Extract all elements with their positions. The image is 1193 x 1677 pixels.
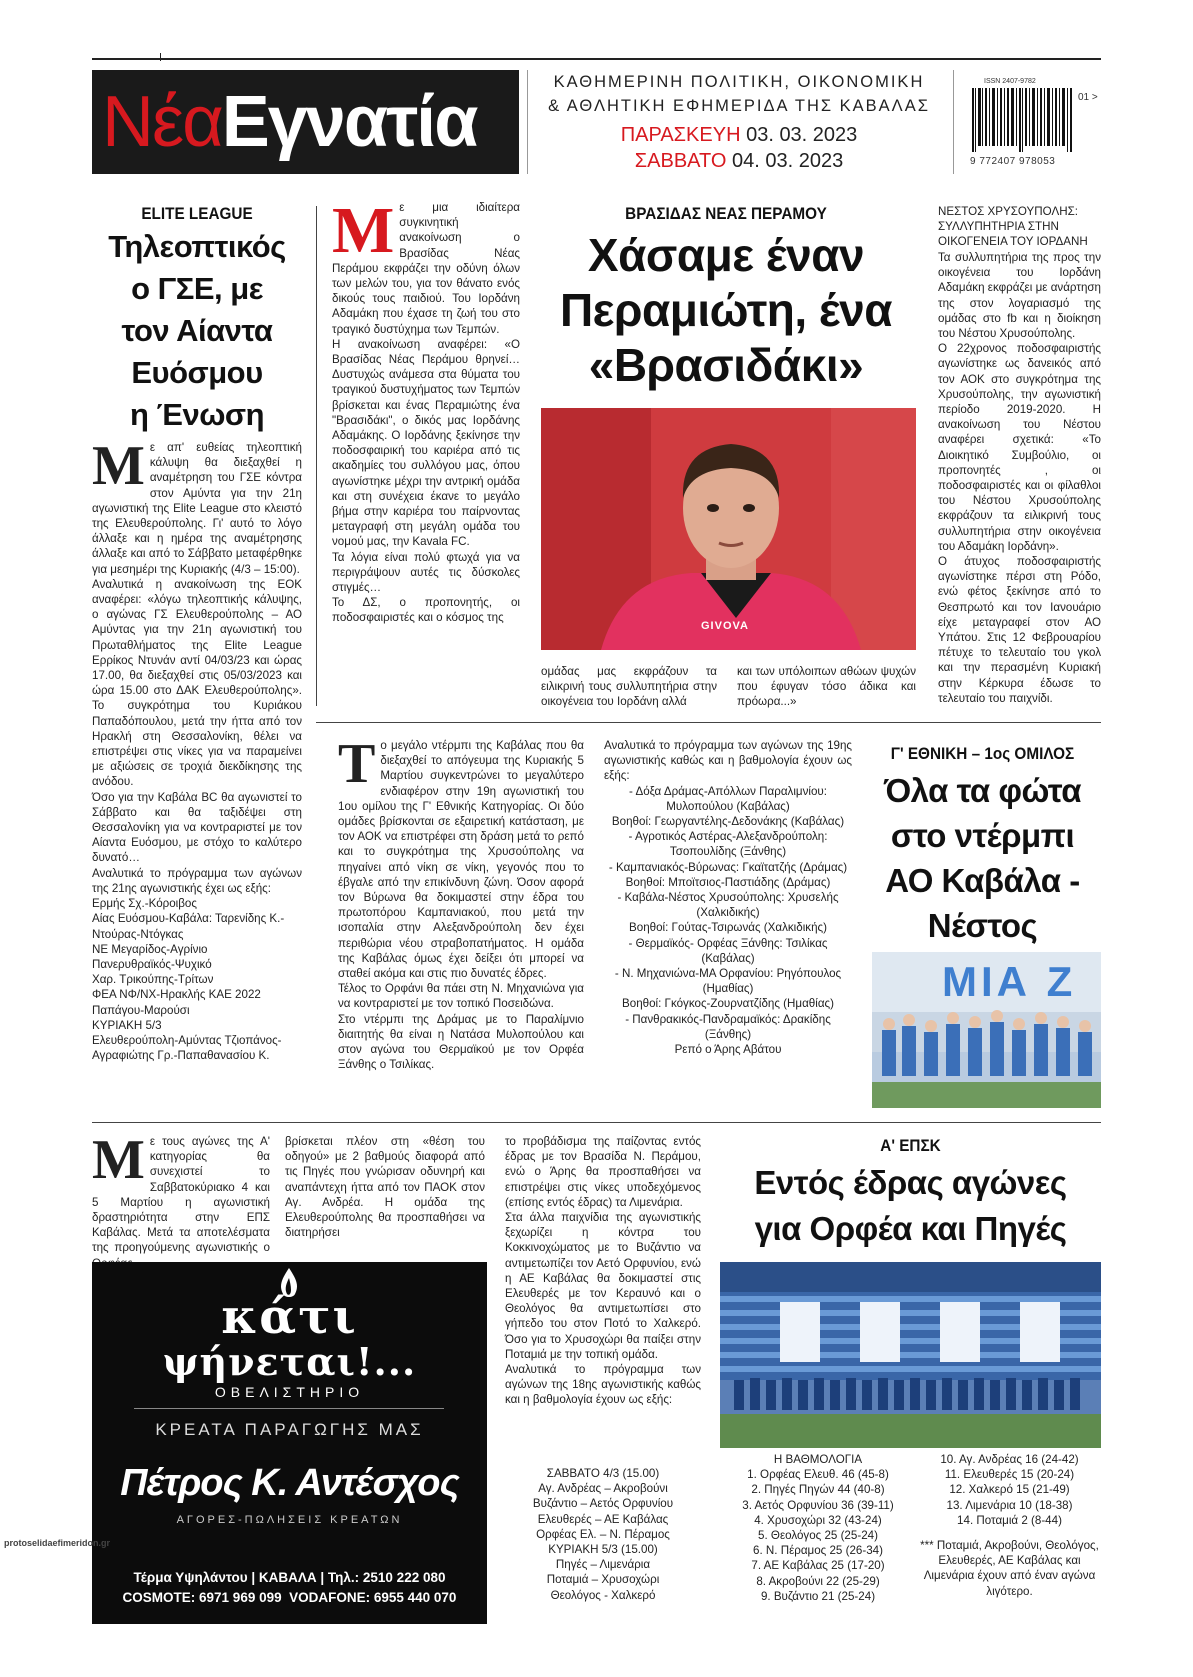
standings-row: 2. Πηγές Πηγών 44 (40-8) (751, 1483, 885, 1497)
ad-brand-3: ΟΒΕΛΙΣΤΗΡΙΟ (214, 1384, 365, 1400)
watermark: protoselidaefimeridon.gr (4, 1538, 111, 1548)
schedule-item: ΚΥΡΙΑΚΗ 5/3 (15.00) (548, 1543, 658, 1557)
brasidas-player-photo (541, 408, 916, 650)
derby-headline-line: στο ντέρμπι (890, 817, 1075, 854)
epsk-team-photo (720, 1262, 1101, 1448)
brasidas-headline-line: Περαμιώτη, ένα (559, 284, 893, 336)
nestos-kicker-line: ΝΕΣΤΟΣ ΧΡΥΣΟΥΠΟΛΗΣ: (938, 205, 1078, 218)
brasidas-paragraph: Η ανακοίνωση αναφέρει: «Ο Βρασίδας Νέας Περάμου θρηνεί… Δυστυχώς ανάμεσα στα θύματα του τραγικού δυστυχήματος των Τεμπών βρίσκεται και ένας Περαμιώτης ένα "Βρασιδάκι", ο δικός μας Ιορδάνης Αδαμάκης. Ο Ιορδάνης ξεκίνησε την ποδοσφαιρική του καριέρα από τις ακαδημίες του συλλόγου μας, όπου αγωνίστηκε μέχρι την αντρική ομάδα και στη συνέχεια έκανε το μεγάλο βήμα στην καριέρα του παίρνοντας μεταγραφή στη μεγάλη ομάδα του νομού μας, την Kavala FC. (332, 337, 520, 549)
schedule-item: Βυζάντιο – Αετός Ορφυνίου (532, 1497, 674, 1511)
derby-headline-line: Όλα τα φώτα (883, 772, 1082, 809)
stadium-scene (720, 1262, 1101, 1448)
barcode (970, 78, 1100, 174)
gse-headline (92, 226, 302, 436)
schedule-item: Θεολόγος - Χαλκερό (550, 1588, 656, 1602)
tagline-line-1: ΚΑΘΗΜΕΡΙΝΗ ΠΟΛΙΤΙΚΗ, ΟΙΚΟΝΟΜΙΚΗ (553, 73, 925, 91)
schedule-item: Πηγές – Λιμενάρια (555, 1558, 651, 1572)
standings-row: 12. Χαλκερό 15 (21-49) (949, 1483, 1070, 1497)
standings-row: 3. Αετός Ορφυνίου 36 (39-11) (742, 1498, 894, 1512)
epsk-headline-line: για Ορφέα και Πηγές (754, 1210, 1067, 1247)
ad-rule (134, 1408, 444, 1409)
epsk-col-3 (505, 1134, 701, 1464)
derby-headline (864, 768, 1101, 948)
ad-sub: ΑΓΟΡΕΣ-ΠΩΛΗΣΕΙΣ ΚΡΕΑΤΩΝ (176, 1514, 403, 1526)
brasidas-kicker: ΒΡΑΣΙΔΑΣ ΝΕΑΣ ΠΕΡΑΜΟΥ (625, 204, 827, 223)
schedule-item: Ελευθερές – ΑΕ Καβάλας (537, 1512, 669, 1526)
schedule-item: - Θερμαϊκός- Ορφέας Ξάνθης: Τσιλίκας (Καβάλας) (628, 936, 828, 965)
standings-row: 6. Ν. Πέραμος 25 (26-34) (753, 1544, 883, 1558)
schedule-item: Ποταμιά – Χρυσοχώρι (546, 1573, 660, 1587)
column-rule-1 (316, 206, 317, 706)
schedule-item: ΦΕΑ ΝΦ/ΝΧ-Ηρακλής ΚΑΕ 2022 (92, 988, 261, 1002)
schedule-item: Ρεπό ο Άρης Αβάτου (674, 1043, 782, 1057)
epsk-drop-cap: Μ (92, 1129, 145, 1191)
brasidas-lead: ε μια ιδιαίτερα συγκινητική ανακοίνωση ο Βρασίδας Νέας Περάμου εκφράζει την οδύνη όλων των μελών του, για τον θάνατο ενός δικούς τους παιδιού. Του Ιορδάνη Αδαμάκη που έχασε τη ζωή του στο τραγικό δυστύχημα των Τεμπών. (332, 201, 520, 336)
butcher-ad (92, 1262, 487, 1624)
derby-paragraph: Τέλος το Ορφάνι θα πάει στη Ν. Μηχανιώνα για να κοντραριστεί με τον τοπικό Ποσειδώνα. (338, 982, 584, 1011)
schedule-item: ΝΕ Μεγαρίδος-Αγρίνιο (92, 942, 208, 956)
standings-row: 1. Ορφέας Ελευθ. 46 (45-8) (747, 1468, 889, 1482)
standings-note: *** Ποταμιά, Ακροβούνι, Θεολόγος, Ελευθερές, ΑΕ Καβάλας και Λιμενάρια έχουν από έναν αγώνα λιγότερο. (920, 1539, 1099, 1598)
standings-row: 14. Ποταμιά 2 (8-44) (957, 1513, 1062, 1527)
brasidas-headline-line: Χάσαμε έναν (587, 229, 865, 281)
schedule-item: Ελευθερούπολη-Αμύντας Τζιοπάνος-Αγραφιώτης Γρ.-Παπαθανασίου Κ. (92, 1033, 282, 1063)
epsk-paragraph: Αναλυτικά το πρόγραμμα των αγώνων της 18ης αγωνιστικής καθώς και η βαθμολογία έχουν ως εξής: (505, 1363, 701, 1407)
ad-owner: Πέτρος Κ. Αντέσχος (120, 1462, 459, 1504)
schedule-item: Βοηθοί: Γούτας-Τσιρωνάς (Χαλκιδικής) (629, 921, 827, 935)
brasidas-headline-line: «Βρασιδάκι» (588, 339, 864, 391)
date-2: 04. 03. 2023 (732, 150, 844, 172)
derby-kicker: Γ' ΕΘΝΙΚΗ – 1ος ΟΜΙΛΟΣ (890, 744, 1075, 763)
barcode-issue: 01 > (1078, 92, 1098, 103)
logo-text (102, 78, 512, 166)
standings-title: Η ΒΑΘΜΟΛΟΓΙΑ (773, 1453, 863, 1466)
schedule-item: ΚΥΡΙΑΚΗ 5/3 (92, 1018, 162, 1032)
derby-schedule (604, 738, 852, 1057)
epsk-schedule (505, 1466, 701, 1603)
schedule-item: - Αγροτικός Αστέρας-Αλεξανδρούπολη: Τσοπουλίδης (Ξάνθης) (628, 830, 828, 859)
standings-row: 13. Λιμενάρια 10 (18-38) (946, 1498, 1073, 1512)
date-line-2 (530, 148, 948, 174)
gse-headline-line: τον Αίαντα (121, 313, 273, 348)
schedule-item: Βοηθοί: Γεωργαντέλης-Δεδονάκης (Καβάλας) (611, 815, 845, 829)
epsk-headline-line: Εντός έδρας αγώνες (754, 1164, 1067, 1201)
standings-row: 10. Αγ. Ανδρέας 16 (24-42) (940, 1453, 1079, 1466)
derby-schedule-intro: Αναλυτικά το πρόγραμμα των αγώνων της 19ης αγωνιστικής καθώς και η βαθμολογία έχουν ως εξής: (604, 739, 852, 783)
brasidas-paragraph: Το ΔΣ, ο προπονητής, οι ποδοσφαιριστές και ο κόσμος της (332, 596, 520, 625)
derby-headline-line: ΑΟ Καβάλα - (885, 862, 1080, 899)
ad-brand-2: ψήνεται!... (162, 1339, 417, 1384)
masthead-divider-1 (527, 70, 528, 174)
issn-label: ISSN 2407-9782 (984, 78, 1036, 85)
masthead-logo (92, 70, 519, 174)
gse-headline-line: η Ένωση (129, 397, 265, 432)
schedule-item: - Δόξα Δράμας-Απόλλων Παραλιμνίου: Μυλοπούλου (Καβάλας) (629, 784, 827, 813)
gse-lead: ε απ' ευθείας τηλεοπτική κάλυψη θα διεξαχθεί η αναμέτρηση του ΓΣΕ κόντρα στον Αμύντα για την 21η αγωνιστική της Elite League στο κλειστό της Ελευθερούπολης. Γι' αυτό το λόγο άλλαξε και η ημέρα της αναμέτρησης άλλαξε και από το Σάββατο μεταφέρθηκε για μεσημέρι της Κυριακής (4/3 – 15:00). (92, 441, 302, 576)
epsk-col-2: βρίσκεται πλέον στη «θέση του οδηγού» με 2 βαθμούς διαφορά από τις Πηγές που γνώρισαν οδυνηρή και αναπάντεχη ήττα από τον ΠΑΟΚ στον Αγ. Ανδρέα. Η ομάδα της Ελευθερούπολης θα προσπαθήσει να διατηρήσει (285, 1135, 485, 1240)
schedule-item: Βοηθοί: Γκόγκος-Ζουρνατζίδης (Ημαθίας) (622, 997, 834, 1011)
schedule-item: Παπάγου-Μαρούσι (92, 1003, 190, 1017)
schedule-item: - Ν. Μηχανιώνα-ΜΑ Ορφανίου: Ρηγόπουλος (Ημαθίας) (614, 967, 842, 996)
standings-row: 9. Βυζάντιο 21 (25-24) (760, 1589, 876, 1603)
epsk-headline (720, 1160, 1101, 1252)
player-portrait (541, 408, 916, 650)
gse-schedule (92, 896, 302, 1063)
section-rule-2 (92, 1122, 1101, 1123)
epsk-paragraph: Στα άλλα παιχνίδια της αγωνιστικής ξεχωρίζει η κόντρα του Κοκκινοχώματος με το Βυζάντιο να αντιμετωπίζει τον Αετό Ορφυνίου, ενώ η ΑΕ Καβάλας θα δοκιμαστεί στις Ελευθερές με τον Κεραυνό και ο Θεολόγος θα αντιμετωπίσει στο γήπεδο του στον Ποτό το Χαλκερό. Όσο για το Χρυσοχώρι θα παίξει στην Ποταμιά με την τοπική ομάδα. (505, 1211, 701, 1361)
gse-body (92, 435, 302, 1100)
ad-phones: COSMOTE: 6971 969 099 VODAFONE: 6955 440 070 (122, 1590, 457, 1605)
schedule-item: - Καβάλα-Νέστος Χρυσούπολης: Χρυσελής (Χαλκιδικής) (617, 891, 839, 920)
nestos-paragraph: Ο άτυχος ποδοσφαιριστής αγωνίστηκε πέρσι στη Ρόδο, ενώ φέτος ξεκίνησε από το Θεσπρωτό και τον Ιανουάριο είχε μεταγραφεί στον ΑΟ Υπάτου. Στις 12 Φεβρουαρίου πέτυχε το τελευταίο του γκολ και την περασμένη Κυριακή στην Κέρκυρα έδωσε το τελευταίο του παιχνίδι. (938, 555, 1101, 705)
logo-nea: Νέα (102, 82, 222, 162)
logo-egnatia: Εγνατία (221, 82, 477, 162)
masthead-top-rule (92, 58, 1101, 60)
schedule-item: Βοηθοί: Μποϊτσιος-Παστιάδης (Δράμας) (625, 875, 831, 889)
nestos-kicker-line: ΟΙΚΟΓΕΝΕΙΑ ΤΟΥ ΙΟΡΔΑΝΗ (938, 235, 1088, 249)
masthead-tick (160, 53, 161, 61)
stadium-banner: ΜΙΑ Ζ (942, 958, 1077, 1005)
brasidas-headline (536, 228, 916, 393)
standings-row: 7. ΑΕ Καβάλας 25 (17-20) (751, 1559, 885, 1573)
nestos-body (938, 250, 1101, 710)
epsk-paragraph: το προβάδισμα της παίζοντας εντός έδρας με τον Βρασίδα Ν. Περάμου, ενώ ο Άρης θα προσπαθήσει να επιστρέψει στις νίκες υποδεχόμενος (επίσης εντός έδρας) τα Λιμενάρια. (505, 1135, 701, 1209)
ad-address: Τέρμα Υψηλάντου | ΚΑΒΑΛΑ | Τηλ.: 2510 222 080 (133, 1570, 446, 1585)
nestos-kicker-line: ΣΥΛΛΥΠΗΤΗΡΙΑ ΣΤΗΝ (938, 220, 1059, 234)
derby-lead: ο μεγάλο ντέρμπι της Καβάλας που θα διεξαχθεί το απόγευμα της Κυριακής 5 Μαρτίου συγκεντρώνει το μεγαλύτερο ενδιαφέρον στην 19η αγωνιστική του 1ου ομίλου της Γ' Εθνικής Κατηγορίας. Οι δύο ομάδες βρίσκονται σε εξαιρετική κατάσταση, με τον ΑΟΚ να επιστρέφει στη δράση μετά το ρεπό και το συγκρότημα της Χρυσούπολης να πηγαίνει από νίκη σε νίκη, γεγονός που το έβγαλε από την επικίνδυνη ζώνη. Όσον αφορά τον Βύρωνα θα δοκιμαστεί στην έδρα του πρωτοπόρου Καμπανιακού, που μετά την ισοπαλία στην Αλεξανδρούπολη δεν έχει περιθώρια νέου στραβοπατήματος. Η ομάδα της Καβάλας όμως έχει δείξει ότι μπορεί να σταθεί ακόμα και στις πιο δυνατές έδρες. (338, 739, 584, 981)
standings-row: 5. Θεολόγος 25 (25-24) (758, 1529, 878, 1543)
schedule-item: ΣΑΒΒΑΤΟ 4/3 (15.00) (546, 1467, 660, 1480)
ad-tagline: ΚΡΕΑΤΑ ΠΑΡΑΓΩΓΗΣ ΜΑΣ (155, 1420, 424, 1439)
day-2: ΣΑΒΒΑΤΟ (634, 150, 727, 172)
schedule-item: Χαρ. Τρικούπης-Τρίτων (92, 973, 214, 987)
schedule-item: - Καμπανιακός-Βύρωνας: Γκαϊτατζής (Δράμας) (608, 860, 848, 874)
brasidas-body (332, 194, 520, 708)
ad-brand-1: κάτι (221, 1289, 358, 1345)
derby-drop-cap: Τ (338, 733, 376, 795)
nestos-kicker (938, 204, 1101, 250)
barcode-number: 9 772407 978053 (970, 156, 1056, 167)
schedule-item: Πανερυθραϊκός-Ψυχικό (92, 957, 212, 971)
standings-row: 8. Ακροβούνι 22 (25-29) (756, 1574, 880, 1588)
derby-body (338, 733, 584, 1108)
gse-headline-line: ο ΓΣΕ, με (131, 271, 263, 306)
epsk-col-1-text: ε τους αγώνες της Α' κατηγορίας θα συνεχιστεί το Σαββατοκύριακο 4 και 5 Μαρτίου η αγωνιστική δραστηριότητα στην ΕΠΣ Καβάλας. Μετά τα αποτελέσματα της προηγούμενης αγωνιστικής ο (92, 1135, 270, 1255)
schedule-item: Ερμής Σχ.-Κόροιβος (92, 897, 197, 911)
brasidas-cont-left: ομάδας μας εκφράζουν τα ειλικρινή τους συλλυπητήρια στην οικογένεια του Ιορδάνη αλλά (541, 665, 717, 709)
date-line-1 (530, 122, 948, 148)
barcode-bars (970, 88, 1078, 152)
gse-kicker: ELITE LEAGUE (141, 204, 253, 223)
brasidas-paragraph: Τα λόγια είναι πολύ φτωχά για να περιγράψουν αυτές τις δύσκολες στιγμές… (332, 550, 520, 595)
gse-paragraph: Όσο για την Καβάλα BC θα αγωνιστεί το Σάββατο και θα ταξιδέψει στη Θεσσαλονίκη για να κοντραριστεί με τον Αίαντα Ευόσμου, με στόχο το καλύτερο δυνατό… (92, 790, 302, 865)
date-1: 03. 03. 2023 (746, 124, 858, 146)
nestos-paragraph: Τα συλλυπητήρια της προς την οικογένεια του Ιορδάνη Αδαμάκη εκφράζει με ανάρτηση της στον λογαριασμό της ομάδας στο fb και η διοίκηση του Νέστου Χρυσούπολης. (938, 251, 1101, 341)
day-1: ΠΑΡΑΣΚΕΥΗ (620, 124, 741, 146)
epsk-kicker: Α' ΕΠΣΚ (880, 1136, 941, 1155)
brasidas-cont-right: και των υπόλοιπων αθώων ψυχών που έφυγαν τόσο άδικα και πρόωρα...» (737, 665, 916, 709)
derby-paragraph: Στο ντέρμπι της Δράμας με το Παραλίμνιο διαιτητής θα είναι η Νατάσα Μυλοπούλου και στον αγώνα του Θερμαϊκού με τον Ορφέα Ξάνθης ο Τσιλίκας. (338, 1012, 584, 1072)
derby-schedule-list (604, 784, 852, 1058)
section-rule-1 (316, 722, 1101, 723)
standings-row: 4. Χρυσοχώρι 32 (43-24) (754, 1513, 882, 1527)
schedule-item: Ορφέας Ελ. – Ν. Πέραμος (536, 1527, 670, 1541)
standings-right (918, 1452, 1101, 1599)
schedule-item: Αγ. Ανδρέας – Ακροβούνι (538, 1482, 668, 1496)
gse-paragraph: Αναλυτικά η ανακοίνωση της ΕΟΚ αναφέρει: «λόγω τηλεοπτικής κάλυψης, ο αγώνας ΓΣ Ελευθερούπολης – ΑΟ Αμύντας για την 21η αγωνιστική του Πρωταθλήματος της Elite League Ερρίκος Ντυνάν αντί 04/03/23 και ώρας 17.00, θα διεξαχθεί στις 05/03/2023 και ώρα 15.00 στο ΔΑΚ Ελευθερούπολης». Το συγκρότημα του Κυριάκου Παπαδόπουλου, μετά την ήττα από τον Ηρακλή στη Θεσσαλονίκη, θέλει να επιστρέψει στις νίκες για να παραμείνει με αξιώσεις σε τροχιά διεκδίκησης της ανόδου. (92, 577, 302, 789)
schedule-item: - Πανθρακικός-Πανδραμαϊκός: Δρακίδης (Ξάνθης) (625, 1012, 831, 1041)
gse-headline-line: Ευόσμου (131, 355, 263, 390)
nestos-paragraph: Ο 22χρονος ποδοσφαιριστής αγωνίστηκε ως δανεικός από τον ΑΟΚ στο συγκρότημα της Χρυσούπολης, την αγωνιστική περίοδο 2019-2020. Η ανακοίνωση του Νέστου αναφέρει σχετικά: «Το Διοικητικό Συμβούλιο, οι προπονητές , οι ποδοσφαιριστές και οι φίλαθλοι του Νέστου Χρυσούπολης εκφράζουν τα ειλικρινή τους συλλυπητήρια στην οικογένεια του Αδαμάκη Ιορδάνη». (938, 342, 1101, 553)
masthead-tagline (530, 70, 948, 118)
brasidas-drop-cap: Μ (332, 194, 395, 267)
masthead-dates (530, 122, 948, 174)
gse-drop-cap: Μ (92, 435, 145, 497)
standings-row: 11. Ελευθερές 15 (20-24) (944, 1468, 1075, 1482)
epsk-col-1 (92, 1129, 270, 1255)
gse-headline-line: Τηλεοπτικός (108, 229, 286, 264)
gse-paragraph: Αναλυτικά το πρόγραμμα των αγώνων της 21ης αγωνιστικής έχει ως εξής: (92, 866, 302, 895)
standings-left (720, 1452, 916, 1604)
derby-team-photo (872, 952, 1101, 1108)
schedule-item: Αίας Ευόσμου-Καβάλα: Ταρενίδης Κ.-Ντούρας-Ντόγκας (92, 912, 285, 941)
masthead-divider-2 (953, 70, 954, 174)
shirt-logo: GIVOVA (701, 620, 749, 632)
derby-headline-line: Νέστος (927, 907, 1038, 944)
tagline-line-2: & ΑΘΛΗΤΙΚΗ ΕΦΗΜΕΡΙΔΑ ΤΗΣ ΚΑΒΑΛΑΣ (548, 97, 930, 115)
